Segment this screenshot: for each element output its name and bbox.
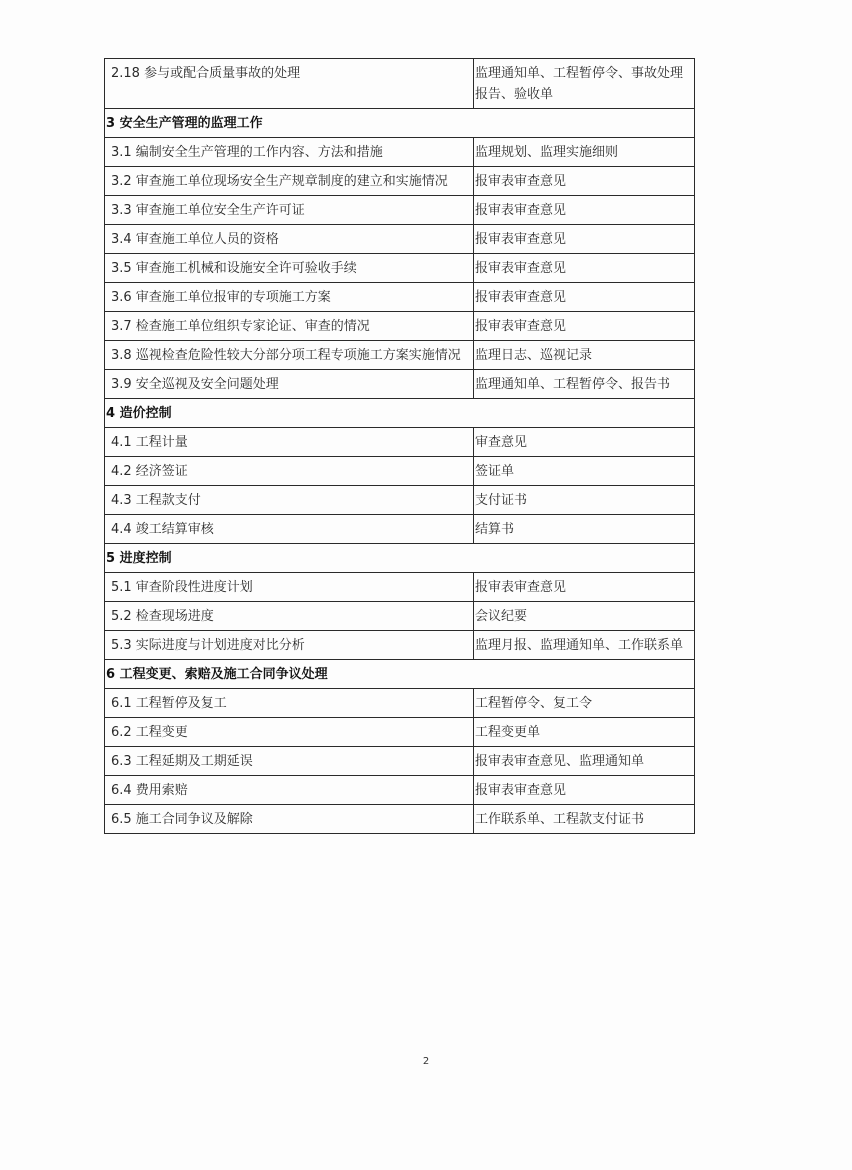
table-row <box>105 689 695 718</box>
section-title: 5 进度控制 <box>105 544 695 573</box>
section-title: 3 安全生产管理的监理工作 <box>105 109 695 138</box>
document-cell: 监理通知单、工程暂停令、事故处理报告、验收单 <box>474 59 695 109</box>
work-item-cell: 3.7 检查施工单位组织专家论证、审查的情况 <box>105 312 474 341</box>
document-cell: 工程暂停令、复工令 <box>474 689 695 718</box>
document-cell: 审查意见 <box>474 428 695 457</box>
work-item-cell: 2.18 参与或配合质量事故的处理 <box>105 59 474 109</box>
table-row <box>105 486 695 515</box>
table-row <box>105 370 695 399</box>
work-item-cell: 5.1 审查阶段性进度计划 <box>105 573 474 602</box>
document-cell: 报审表审查意见 <box>474 283 695 312</box>
section-title: 4 造价控制 <box>105 399 695 428</box>
section-row <box>105 544 695 573</box>
document-cell: 报审表审查意见 <box>474 573 695 602</box>
table-row <box>105 573 695 602</box>
work-item-cell: 6.3 工程延期及工期延误 <box>105 747 474 776</box>
work-item-cell: 3.2 审查施工单位现场安全生产规章制度的建立和实施情况 <box>105 167 474 196</box>
table-row <box>105 515 695 544</box>
work-item-cell: 3.1 编制安全生产管理的工作内容、方法和措施 <box>105 138 474 167</box>
document-cell: 报审表审查意见 <box>474 254 695 283</box>
work-item-cell: 3.6 审查施工单位报审的专项施工方案 <box>105 283 474 312</box>
work-item-cell: 3.8 巡视检查危险性较大分部分项工程专项施工方案实施情况 <box>105 341 474 370</box>
work-item-cell: 3.3 审查施工单位安全生产许可证 <box>105 196 474 225</box>
page-number: 2 <box>422 1056 430 1067</box>
table-row <box>105 602 695 631</box>
work-item-cell: 6.5 施工合同争议及解除 <box>105 805 474 834</box>
section-row <box>105 660 695 689</box>
table-row <box>105 138 695 167</box>
table-row <box>105 747 695 776</box>
document-cell: 监理通知单、工程暂停令、报告书 <box>474 370 695 399</box>
work-item-cell: 5.3 实际进度与计划进度对比分析 <box>105 631 474 660</box>
work-item-cell: 5.2 检查现场进度 <box>105 602 474 631</box>
document-cell: 报审表审查意见 <box>474 776 695 805</box>
section-row <box>105 109 695 138</box>
document-cell: 签证单 <box>474 457 695 486</box>
table-row <box>105 428 695 457</box>
document-cell: 报审表审查意见 <box>474 312 695 341</box>
table-row <box>105 59 695 109</box>
table-row <box>105 776 695 805</box>
table-body <box>105 59 695 834</box>
table-row <box>105 283 695 312</box>
table-row <box>105 312 695 341</box>
section-title: 6 工程变更、索赔及施工合同争议处理 <box>105 660 695 689</box>
work-item-cell: 3.9 安全巡视及安全问题处理 <box>105 370 474 399</box>
document-cell: 结算书 <box>474 515 695 544</box>
document-cell: 支付证书 <box>474 486 695 515</box>
work-item-cell: 4.2 经济签证 <box>105 457 474 486</box>
document-cell: 报审表审查意见 <box>474 196 695 225</box>
document-cell: 报审表审查意见、监理通知单 <box>474 747 695 776</box>
document-cell: 工作联系单、工程款支付证书 <box>474 805 695 834</box>
table-row <box>105 457 695 486</box>
document-cell: 报审表审查意见 <box>474 225 695 254</box>
document-cell: 报审表审查意见 <box>474 167 695 196</box>
table-row <box>105 196 695 225</box>
document-cell: 监理月报、监理通知单、工作联系单 <box>474 631 695 660</box>
work-item-cell: 3.5 审查施工机械和设施安全许可验收手续 <box>105 254 474 283</box>
work-item-cell: 6.2 工程变更 <box>105 718 474 747</box>
table-row <box>105 254 695 283</box>
table-row <box>105 805 695 834</box>
table-row <box>105 341 695 370</box>
supervision-work-table <box>104 58 695 834</box>
table-row <box>105 167 695 196</box>
work-item-cell: 4.4 竣工结算审核 <box>105 515 474 544</box>
work-item-cell: 6.1 工程暂停及复工 <box>105 689 474 718</box>
table-row <box>105 631 695 660</box>
section-row <box>105 399 695 428</box>
table-row <box>105 225 695 254</box>
table-row <box>105 718 695 747</box>
work-item-cell: 3.4 审查施工单位人员的资格 <box>105 225 474 254</box>
work-item-cell: 4.3 工程款支付 <box>105 486 474 515</box>
document-cell: 监理规划、监理实施细则 <box>474 138 695 167</box>
document-cell: 会议纪要 <box>474 602 695 631</box>
document-cell: 监理日志、巡视记录 <box>474 341 695 370</box>
document-cell: 工程变更单 <box>474 718 695 747</box>
work-item-cell: 4.1 工程计量 <box>105 428 474 457</box>
work-item-cell: 6.4 费用索赔 <box>105 776 474 805</box>
